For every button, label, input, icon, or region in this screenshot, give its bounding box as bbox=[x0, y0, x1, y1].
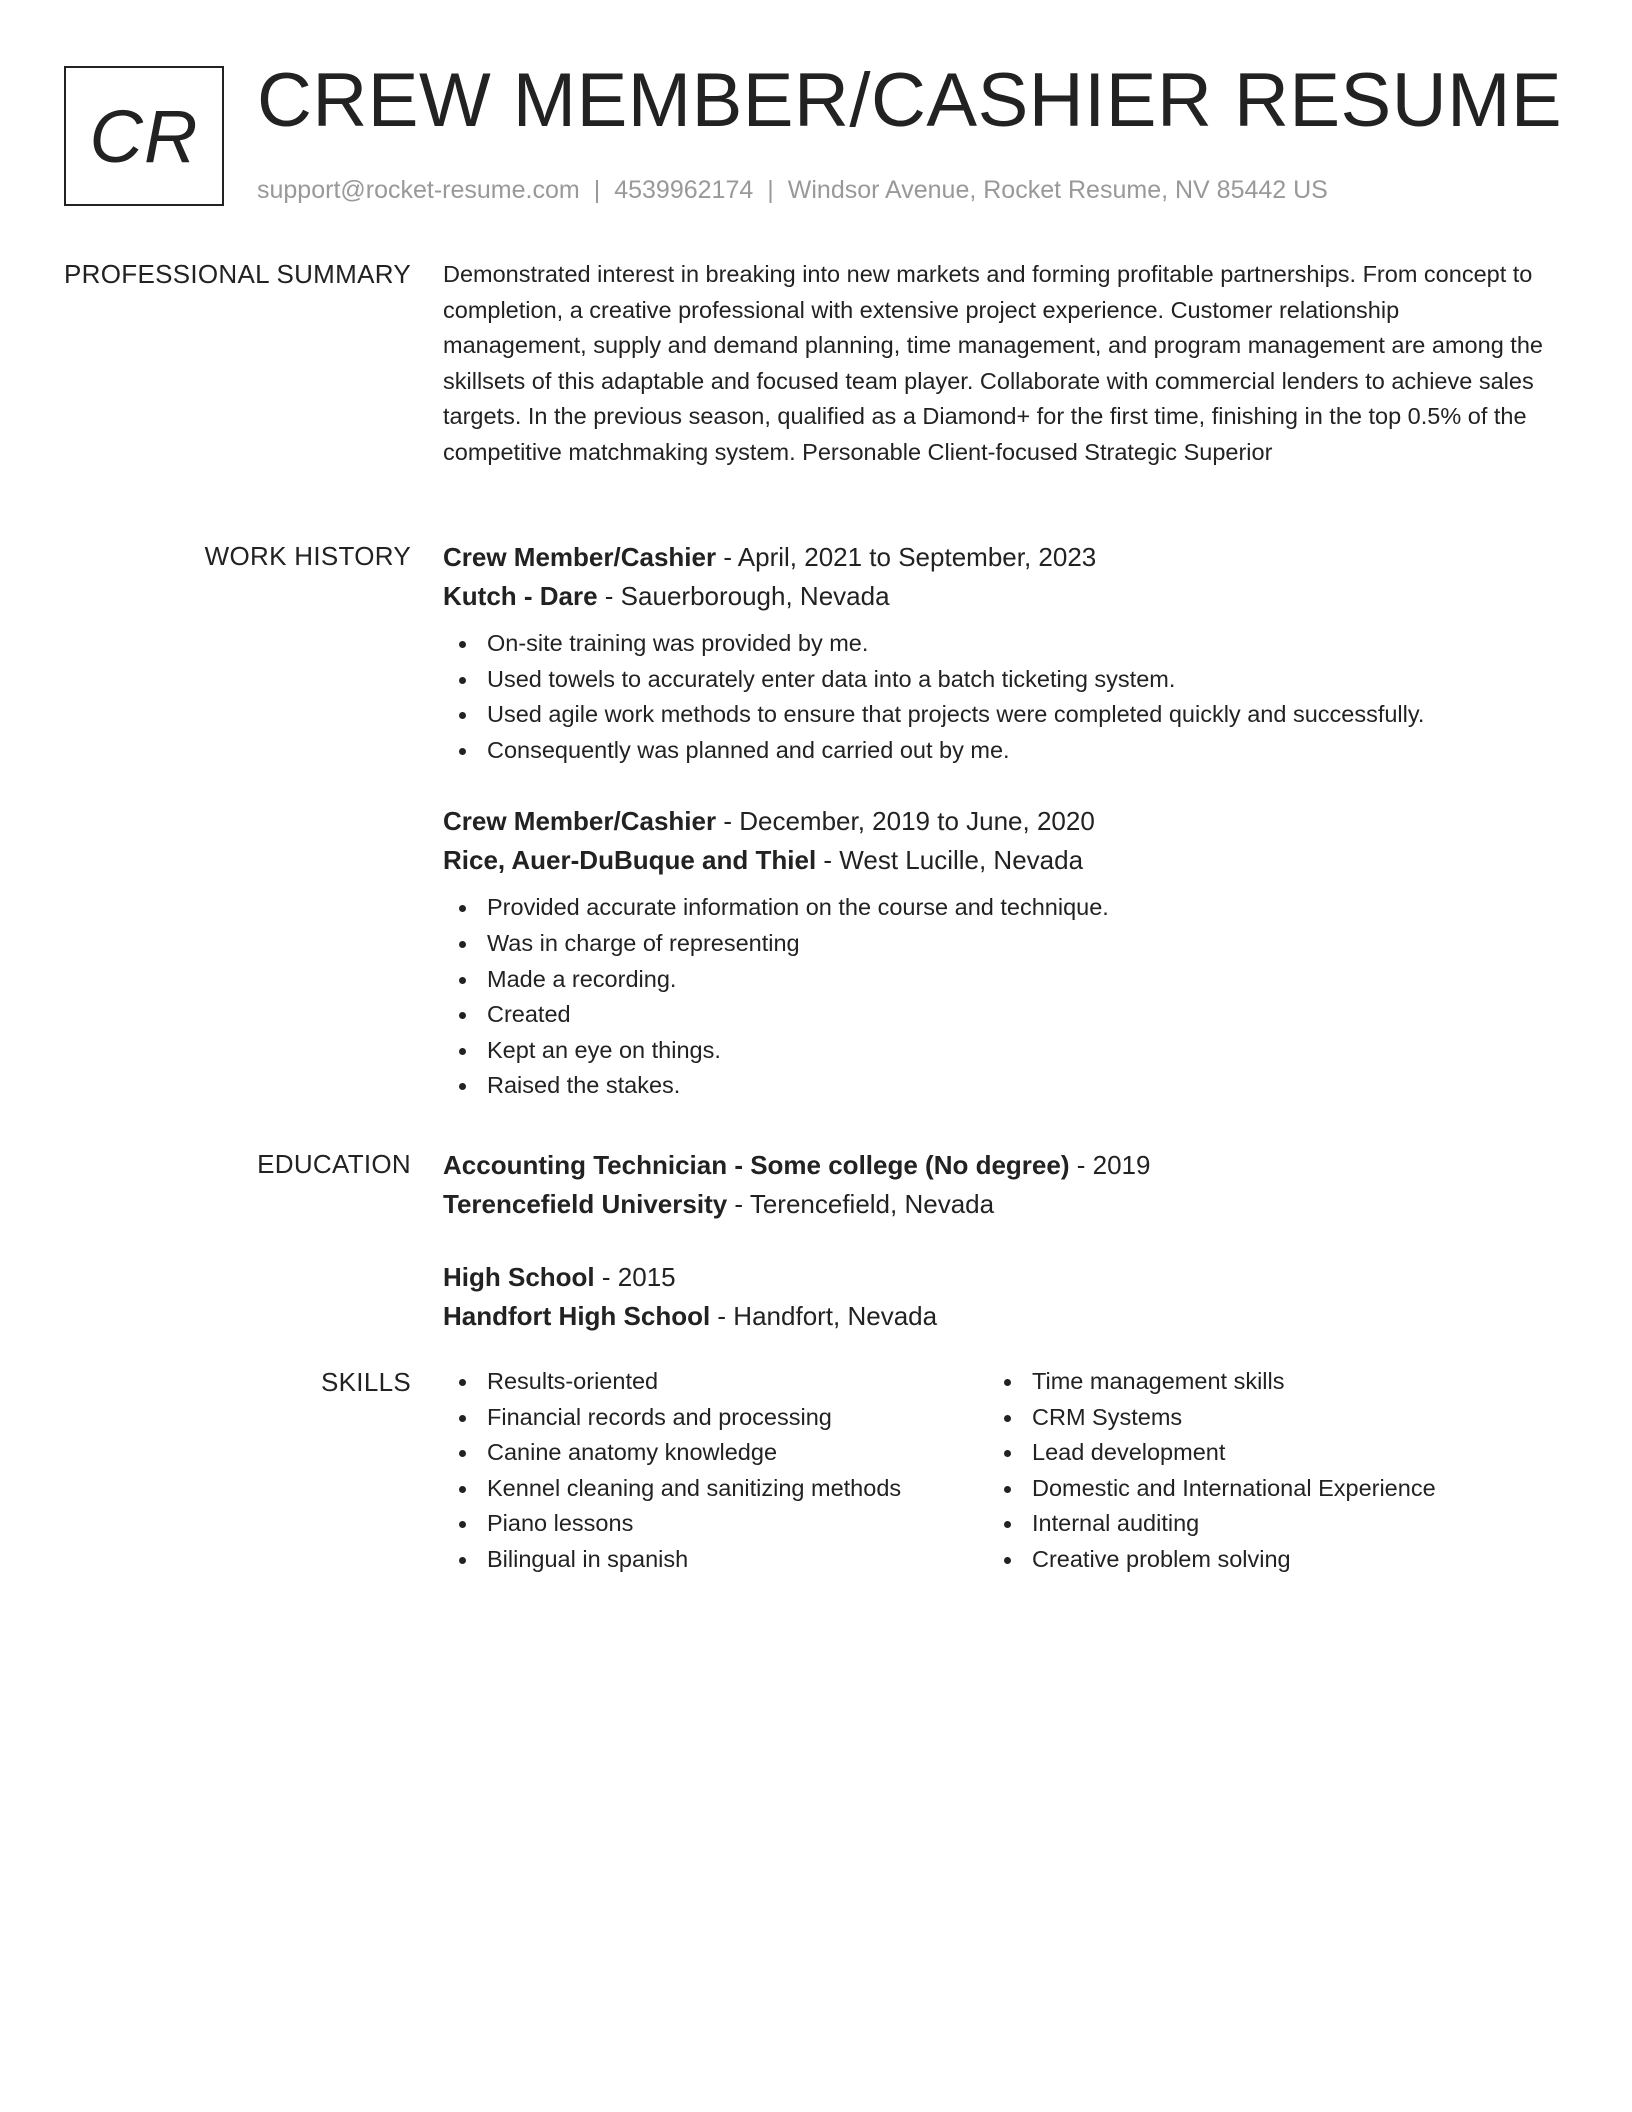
list-item: Raised the stakes. bbox=[443, 1068, 1543, 1104]
list-item: Domestic and International Experience bbox=[988, 1471, 1488, 1507]
list-item: Piano lessons bbox=[443, 1506, 988, 1542]
education-school-line bbox=[443, 1297, 1543, 1336]
section-heading-summary: PROFESSIONAL SUMMARY bbox=[64, 259, 411, 289]
job-location: - Sauerborough, Nevada bbox=[597, 581, 890, 611]
job-entry bbox=[443, 538, 1543, 768]
job-title: Crew Member/Cashier bbox=[443, 806, 717, 837]
education-school: Handfort High School bbox=[443, 1301, 711, 1331]
job-dates: - December, 2019 to June, 2020 bbox=[716, 806, 1095, 837]
section-heading-education: EDUCATION bbox=[257, 1149, 411, 1179]
education-entry bbox=[443, 1146, 1543, 1224]
education-location: - Handfort, Nevada bbox=[710, 1301, 938, 1331]
job-duties-list bbox=[443, 890, 1543, 1104]
job-company-line bbox=[443, 577, 1543, 616]
list-item: Consequently was planned and carried out by me. bbox=[443, 733, 1543, 769]
job-entry bbox=[443, 802, 1543, 1104]
education-degree-line bbox=[443, 1258, 1543, 1297]
list-item: Bilingual in spanish bbox=[443, 1542, 988, 1578]
list-item: Provided accurate information on the course and technique. bbox=[443, 890, 1543, 926]
section-heading-skills: SKILLS bbox=[321, 1367, 411, 1397]
summary-text: Demonstrated interest in breaking into new markets and forming profitable partnerships. From concept to completion, a creative professional with extensive project experience. Customer relationship management, supply and demand planning, time management, and program management are among the skillsets of this adaptable and focused team player. Collaborate with commercial lenders to achieve sales targets. In the previous season, qualified as a Diamond+ for the first time, finishing in the top 0.5% of the competitive matchmaking system. Personable Client-focused Strategic Superior bbox=[443, 261, 1543, 465]
monogram-box bbox=[64, 66, 224, 206]
education-degree: High School bbox=[443, 1262, 595, 1292]
education-location: - Terencefield, Nevada bbox=[727, 1189, 995, 1219]
list-item: Made a recording. bbox=[443, 962, 1543, 998]
job-dates: - April, 2021 to September, 2023 bbox=[716, 542, 1097, 572]
education-year: - 2019 bbox=[1069, 1150, 1151, 1180]
education-school: Terencefield University bbox=[443, 1189, 728, 1219]
list-item: Creative problem solving bbox=[988, 1542, 1488, 1578]
contact-separator: | bbox=[593, 176, 601, 204]
skills-list-right bbox=[988, 1364, 1488, 1578]
contact-email: support@rocket-resume.com bbox=[257, 176, 580, 204]
list-item: Used towels to accurately enter data into a batch ticketing system. bbox=[443, 662, 1543, 698]
list-item: Kennel cleaning and sanitizing methods bbox=[443, 1471, 988, 1507]
job-title-line bbox=[443, 802, 1543, 841]
list-item: Financial records and processing bbox=[443, 1400, 988, 1436]
job-duties-list bbox=[443, 626, 1543, 768]
list-item: Created bbox=[443, 997, 1543, 1033]
contact-line bbox=[257, 172, 1328, 208]
education-year: - 2015 bbox=[594, 1262, 676, 1292]
resume-title: CREW MEMBER/CASHIER RESUME bbox=[257, 58, 1563, 143]
list-item: Used agile work methods to ensure that projects were completed quickly and successfully. bbox=[443, 697, 1543, 733]
education-degree-line bbox=[443, 1146, 1543, 1185]
list-item: Was in charge of representing bbox=[443, 926, 1543, 962]
job-title: Crew Member/Cashier bbox=[443, 542, 717, 572]
section-heading-work: WORK HISTORY bbox=[204, 541, 411, 571]
job-company: Kutch - Dare bbox=[443, 581, 598, 611]
contact-address: Windsor Avenue, Rocket Resume, NV 85442 US bbox=[787, 176, 1328, 204]
education-entry bbox=[443, 1258, 1543, 1336]
job-company-line bbox=[443, 841, 1543, 880]
list-item: Canine anatomy knowledge bbox=[443, 1435, 988, 1471]
list-item: CRM Systems bbox=[988, 1400, 1488, 1436]
job-company: Rice, Auer-DuBuque and Thiel bbox=[443, 845, 817, 876]
contact-phone: 4539962174 bbox=[614, 176, 754, 204]
monogram-initials: CR bbox=[89, 94, 199, 178]
contact-separator: | bbox=[767, 176, 774, 204]
list-item: Lead development bbox=[988, 1435, 1488, 1471]
list-item: Time management skills bbox=[988, 1364, 1488, 1400]
skills-columns bbox=[443, 1364, 1543, 1578]
skills-list-left bbox=[443, 1364, 988, 1578]
job-location: - West Lucille, Nevada bbox=[816, 845, 1084, 876]
list-item: Kept an eye on things. bbox=[443, 1033, 1543, 1069]
list-item: Results-oriented bbox=[443, 1364, 988, 1400]
list-item: Internal auditing bbox=[988, 1506, 1488, 1542]
job-title-line bbox=[443, 538, 1543, 577]
list-item: On-site training was provided by me. bbox=[443, 626, 1543, 662]
education-school-line bbox=[443, 1185, 1543, 1224]
education-degree: Accounting Technician - Some college (No degree) bbox=[443, 1150, 1070, 1180]
